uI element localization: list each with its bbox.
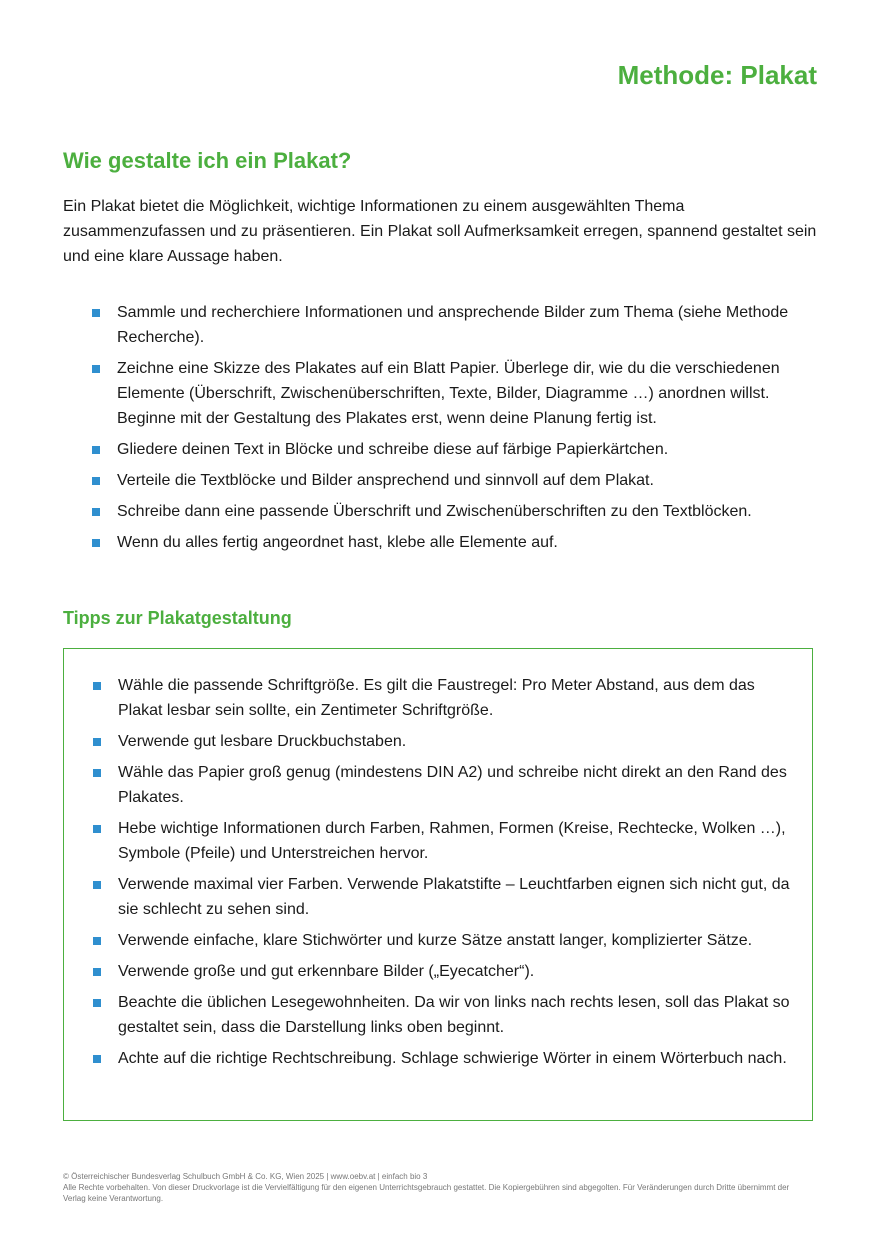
step-item [63,530,823,555]
tip-item [64,928,799,953]
tip-item [64,760,799,810]
tips-heading: Tipps zur Plakatgestaltung [63,608,292,628]
square-bullet-icon [93,1055,101,1063]
tip-text: Wähle das Papier groß genug (mindestens DIN A2) und schreibe nicht direkt an den Rand des Plakates. [118,764,787,806]
intro-paragraph: Ein Plakat bietet die Möglichkeit, wichtige Informationen zu einem ausgewählten Thema zusammenzufassen und zu präsentieren. Ein Plakat soll Aufmerksamkeit erregen, spannend gestaltet sein und eine klare Aussage haben. [63,198,817,265]
square-bullet-icon [92,477,100,485]
square-bullet-icon [93,937,101,945]
tip-text: Verwende große und gut erkennbare Bilder („Eyecatcher“). [118,963,535,980]
square-bullet-icon [93,999,101,1007]
square-bullet-icon [93,769,101,777]
square-bullet-icon [93,825,101,833]
page-title: Wie gestalte ich ein Plakat? [63,148,352,173]
square-bullet-icon [93,682,101,690]
step-item [63,300,823,350]
tip-item [64,1046,799,1071]
tip-item [64,816,799,866]
square-bullet-icon [92,365,100,373]
step-text: Zeichne eine Skizze des Plakates auf ein Blatt Papier. Überlege dir, wie du die verschiedenen Elemente (Überschrift, Zwischenüberschriften, Texte, Bilder, Diagramme …) anordnen willst. Beginne mit der Gestaltung des Plakates erst, wenn deine Planung fertig ist. [117,360,780,427]
page-label: Methode: Plakat [617,60,817,90]
tip-item [64,673,799,723]
tips-box [63,648,813,1121]
square-bullet-icon [92,508,100,516]
step-text: Sammle und recherchiere Informationen und ansprechende Bilder zum Thema (siehe Methode Recherche). [117,304,789,346]
steps-section [63,300,823,561]
tip-text: Verwende einfache, klare Stichwörter und kurze Sätze anstatt langer, komplizierter Sätze. [118,932,753,949]
step-text: Gliedere deinen Text in Blöcke und schreibe diese auf färbige Papierkärtchen. [117,441,669,458]
tip-text: Verwende gut lesbare Druckbuchstaben. [118,733,407,750]
square-bullet-icon [93,968,101,976]
tip-item [64,729,799,754]
step-item [63,468,823,493]
footer [63,1171,813,1204]
square-bullet-icon [92,309,100,317]
square-bullet-icon [92,446,100,454]
footer-copyright: © Österreichischer Bundesverlag Schulbuch GmbH & Co. KG, Wien 2025 | www.oebv.at | einfach bio 3 [63,1172,428,1181]
tip-text: Verwende maximal vier Farben. Verwende Plakatstifte – Leuchtfarben eignen sich nicht gut, da sie schlecht zu sehen sind. [118,876,790,918]
tip-item [64,872,799,922]
step-item [63,499,823,524]
tips-list [64,673,799,1071]
tip-item [64,990,799,1040]
tip-text: Wähle die passende Schriftgröße. Es gilt die Faustregel: Pro Meter Abstand, aus dem das Plakat lesbar sein sollte, ein Zentimeter Schriftgröße. [118,677,755,719]
tip-text: Beachte die üblichen Lesegewohnheiten. Da wir von links nach rechts lesen, soll das Plakat so gestaltet sein, dass die Darstellung links oben beginnt. [118,994,790,1036]
footer-rights: Alle Rechte vorbehalten. Von dieser Druckvorlage ist die Vervielfältigung für den eigenen Unterrichtsgebrauch gestattet. Die Kopiergebühren sind abgegolten. Für Veränderungen durch Dritte übernimmt der Verlag keine Verantwortung. [63,1183,790,1203]
tip-item [64,959,799,984]
steps-list [63,300,823,555]
square-bullet-icon [93,738,101,746]
square-bullet-icon [93,881,101,889]
square-bullet-icon [92,539,100,547]
tip-text: Achte auf die richtige Rechtschreibung. Schlage schwierige Wörter in einem Wörterbuch nach. [118,1050,787,1067]
step-item [63,356,823,431]
step-text: Schreibe dann eine passende Überschrift und Zwischenüberschriften zu den Textblöcken. [117,503,752,520]
step-item [63,437,823,462]
tip-text: Hebe wichtige Informationen durch Farben, Rahmen, Formen (Kreise, Rechtecke, Wolken …), Symbole (Pfeile) und Unterstreichen hervor. [118,820,786,862]
step-text: Verteile die Textblöcke und Bilder ansprechend und sinnvoll auf dem Plakat. [117,472,654,489]
step-text: Wenn du alles fertig angeordnet hast, klebe alle Elemente auf. [117,534,558,551]
